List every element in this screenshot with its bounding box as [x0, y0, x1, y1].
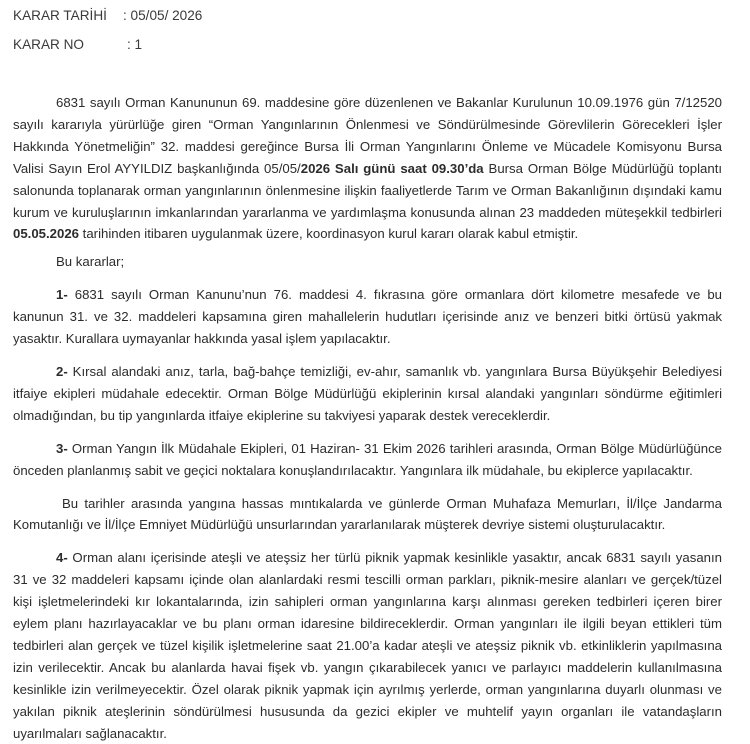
patrol-paragraph: Bu tarihler arasında yangına hassas mıntıkalarda ve günlerde Orman Muhafaza Memurları, İl/İlçe Jandarma Komutanlığı ve İl/İlçe Emniyet Müdürlüğü unsurlarından yararlanılarak müşterek devriye sistemi oluşturulacaktır.	[13, 495, 722, 533]
decision-date-value: : 05/05/ 2026	[123, 8, 203, 23]
item-2	[13, 361, 722, 427]
intro-text-2: Bursa Orman Bölge Müdürlüğü toplantı salonunda toplanarak orman yangınlarının önlenmesine ilişkin faaliyetlerde Tarım ve Orman Bakanlığının dışındaki kamu kurum ve kuruluşlarının imkanlarından yararlanma ve yardımlaşma konusunda alınan 23 maddeden müteşekkil tedbirleri	[13, 160, 723, 220]
effective-date: 05.05.2026	[13, 226, 80, 242]
item-number: 3-	[56, 440, 68, 456]
item-text: Kırsal alandaki anız, tarla, bağ-bahçe temizliği, ev-ahır, samanlık vb. yangınlara Bursa Büyükşehir Belediyesi itfaiye ekipleri müdahale edecektir. Orman Bölge Müdürlüğü ekiplerinin kırsal alandaki yangınları söndürme eğitimleri olmadığından, bu tip yangınlarda itfaiye ekiplerine su takviyesi yaparak destek vereceklerdir.	[13, 363, 722, 423]
lead-text: Bu kararlar;	[56, 254, 125, 270]
decision-date-row	[13, 8, 202, 23]
decision-date-label: KARAR TARİHİ	[13, 8, 107, 23]
item-1	[13, 284, 722, 350]
decision-body	[13, 92, 722, 744]
decision-no-label: KARAR NO	[13, 37, 85, 52]
decision-no-value: : 1	[127, 37, 143, 52]
item-text: 6831 sayılı Orman Kanunu’nun 76. maddesi 4. fıkrasına göre ormanlara dört kilometre mesafede ve bu kanunun 31. ve 32. maddeleri kapsamına giren mahallelerin hudutları içerisinde anız ve benzeri bitki örtüsü yakmak yasaktır. Kurallara uymayanlar hakkında yasal işlem yapılacaktır.	[13, 287, 722, 347]
intro-paragraph	[13, 92, 722, 245]
item-text: Orman Yangın İlk Müdahale Ekipleri, 01 Haziran- 31 Ekim 2026 tarihleri arasında, Orman Bölge Müdürlüğünce önceden planlanmış sabit ve geçici noktalara konuşlandırılacaktır. Yangınlara ilk müdahale, bu ekiplerce yapılacaktır.	[13, 440, 722, 478]
intro-text-1: 6831 sayılı Orman Kanununun 69. maddesine göre düzenlenen ve Bakanlar Kurulunun 10.09.1976 gün 7/12520 sayılı kararıyla yürürlüğe giren “Orman Yangınlarının Önlenmesi ve Söndürülmesinde Görevlilerin Görecekleri İşler Hakkında Yönetmeliğin” 32. maddesi gereğince Bursa İli Orman Yangınlarını Önleme ve Mücadele Komisyonu Bursa Valisi Sayın Erol AYYILDIZ başkanlığında 05/05/	[13, 95, 722, 176]
item-number: 4-	[56, 550, 68, 566]
item-number: 2-	[56, 363, 68, 379]
intro-text-3: tarihinden itibaren uygulanmak üzere, koordinasyon kurul kararı olarak kabul etmiştir.	[79, 226, 579, 242]
item-number: 1-	[56, 287, 68, 303]
decision-no-row	[13, 37, 142, 52]
item-text: Orman alanı içerisinde ateşli ve ateşsiz her türlü piknik yapmak kesinlikle yasaktır, ancak 6831 sayılı yasanın 31 ve 32 maddeleri kapsamı içinde olan alanlardaki resmi tescilli orman parkları, piknik-mesire alanları ve gerçek/tüzel kişi işletmelerindeki kır lokantalarında, izin sahipleri orman yangınlarına karşı alınması gereken tedbirleri içeren birer eylem planı hazırlayacaklar ve bu planı orman idaresine bildireceklerdir. Orman yangınları ile ilgili beyan ettikleri tüm tedbirleri alan gerçek ve tüzel kişilik işletmelerine saat 21.00’a kadar ateşli ve ateşsiz piknik vb. etkinliklerin yapılmasına izin verilecektir. Ancak bu alanlarda havai fişek vb. yangın çıkarabilecek yanıcı ve parlayıcı maddelerin kullanılmasına kesinlikle izin verilmeyecektir. Özel olarak piknik yapmak için ayrılmış yerlerde, orman yangınlarına duyarlı olunması ve yakılan piknik ateşlerinin söndürülmesi hususunda da gezici ekipler ve muhtelif yayın organları ile vatandaşların uyarılmaları sağlanacaktır.	[13, 550, 722, 741]
meeting-datetime: 2026 Salı günü saat 09.30’da	[300, 160, 484, 176]
item-3	[13, 438, 722, 482]
item-4	[13, 547, 722, 744]
